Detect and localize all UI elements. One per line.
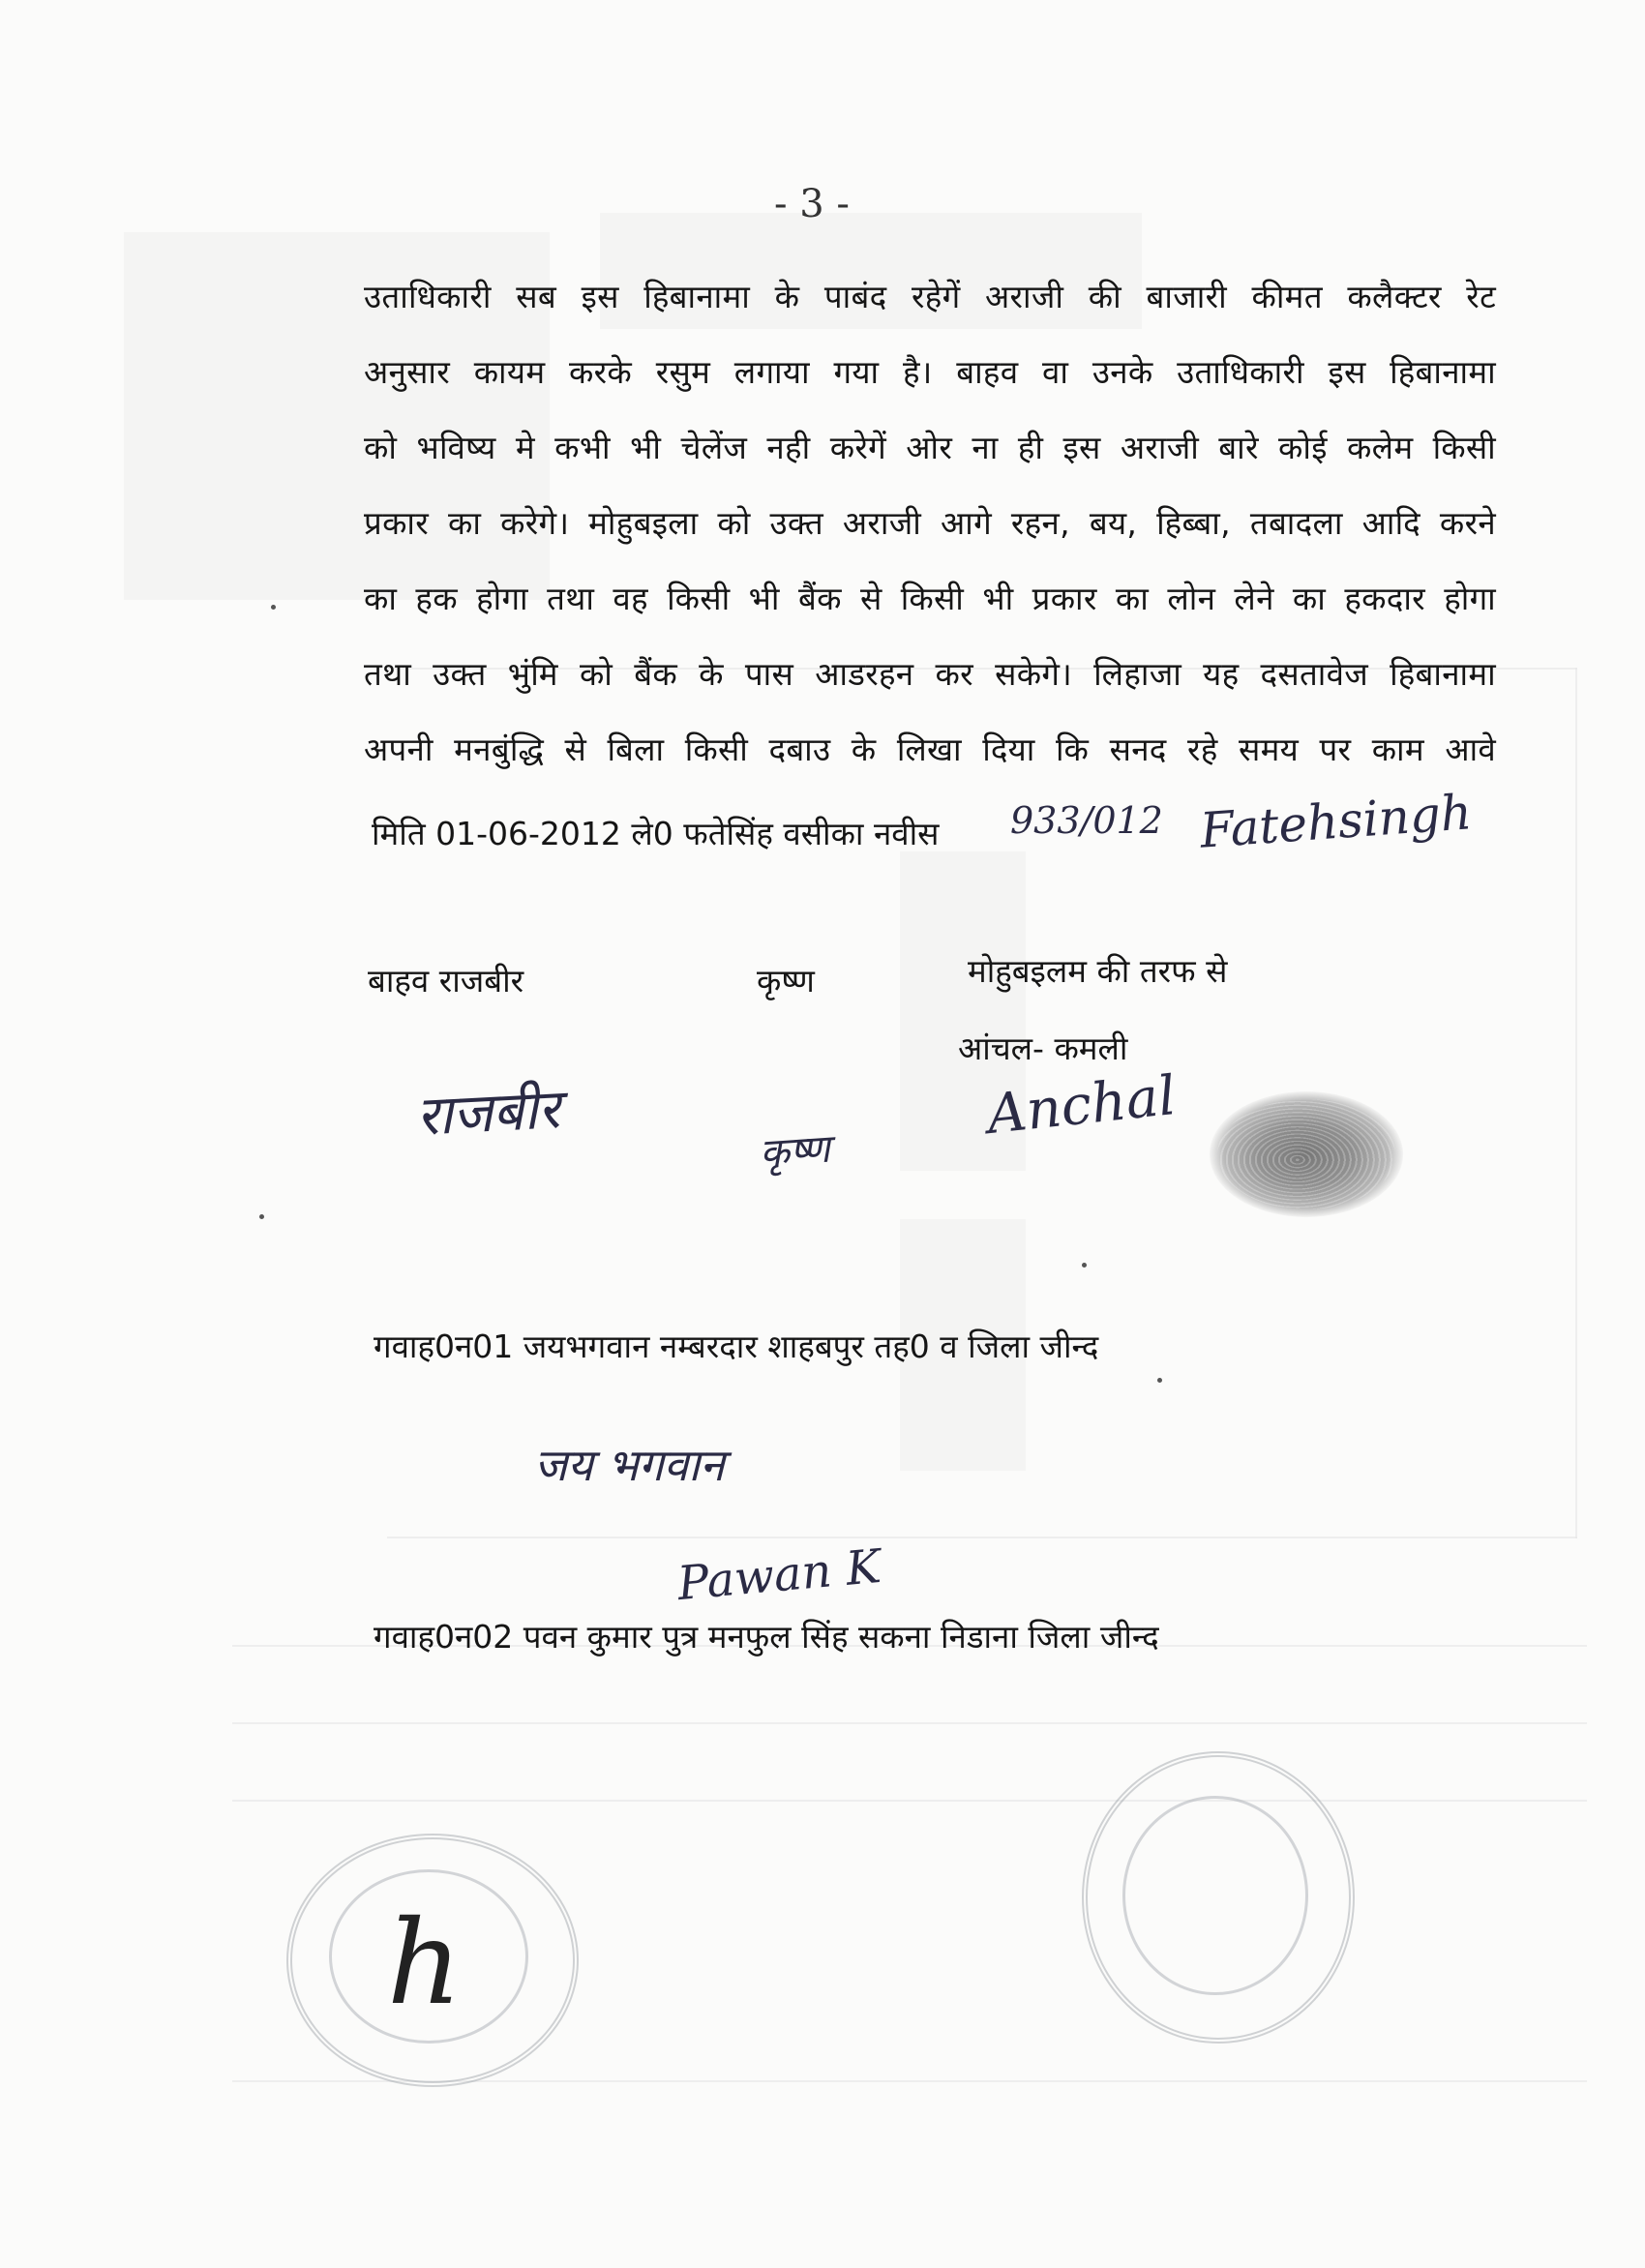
serial-number-handwritten: 933/012 <box>1010 799 1163 842</box>
paragraph-line: तथा उक्त भुंमि को बैंक के पास आडरहन कर सकेगे। लिहाजा यह दसतावेज हिबानामा <box>364 655 1496 693</box>
donee-name: आंचल- कमली <box>958 1030 1128 1067</box>
paragraph-line: अपनी मनबुंद्धि से बिला किसी दबाउ के लिखा दिया कि सनद रहे समय पर काम आवे <box>364 731 1496 768</box>
thumb-impression <box>1210 1091 1403 1217</box>
deed-paragraph <box>364 259 1496 788</box>
jaibhagwan-signature: जय भगवान <box>534 1439 725 1491</box>
krishan-signature: कृष्ण <box>758 1126 832 1177</box>
show-through-rule <box>232 1722 1587 1724</box>
show-through-rule <box>387 1537 1577 1538</box>
writer-signature: Fatehsingh <box>1198 784 1474 859</box>
anchal-signature: Anchal <box>984 1063 1180 1148</box>
donee-heading: मोहुबइलम की तरफ से <box>968 952 1228 990</box>
paragraph-line: उताधिकारी सब इस हिबानामा के पाबंद रहेगें अराजी की बाजारी कीमत कलैक्टर रेट <box>364 278 1496 315</box>
official-signature: h <box>387 1896 463 2031</box>
paragraph-line: प्रकार का करेगे। मोहुबइला को उक्त अराजी आगे रहन, बय, हिब्बा, तबादला आदि करने <box>364 504 1496 542</box>
paragraph-line: अनुसार कायम करके रसुम लगाया गया है। बाहव वा उनके उताधिकारी इस हिबानामा <box>364 353 1496 391</box>
speck <box>1157 1378 1162 1383</box>
speck <box>1082 1263 1087 1268</box>
donor-label: बाहव राजबीर <box>368 962 524 1000</box>
witness-1: गवाह0न01 जयभगवान नम्बरदार शाहबपुर तह0 व जिला जीन्द <box>374 1328 1099 1365</box>
show-through-rule <box>232 1800 1587 1802</box>
paragraph-line: का हक होगा तथा वह किसी भी बैंक से किसी भी प्रकार का लोन लेने का हकदार होगा <box>364 580 1496 617</box>
page-number: - 3 - <box>774 182 850 226</box>
official-seal-right-inner <box>1122 1796 1308 1995</box>
pawan-signature: Pawan K <box>674 1538 883 1612</box>
witness-2: गवाह0न02 पवन कुमार पुत्र मनफुल सिंह सकना निडाना जिला जीन्द <box>374 1618 1159 1656</box>
speck <box>259 1214 264 1219</box>
show-through-rule <box>1575 668 1577 1538</box>
paragraph-line: को भविष्य मे कभी भी चेलेंज नही करेगें ओर ना ही इस अराजी बारे कोई कलेम किसी <box>364 429 1496 466</box>
rajbir-signature: राजबीर <box>414 1078 562 1149</box>
second-party-label: कृष्ण <box>757 962 815 1000</box>
speck <box>271 605 276 610</box>
date-writer-line: मिति 01-06-2012 ले0 फतेसिंह वसीका नवीस <box>372 815 940 852</box>
